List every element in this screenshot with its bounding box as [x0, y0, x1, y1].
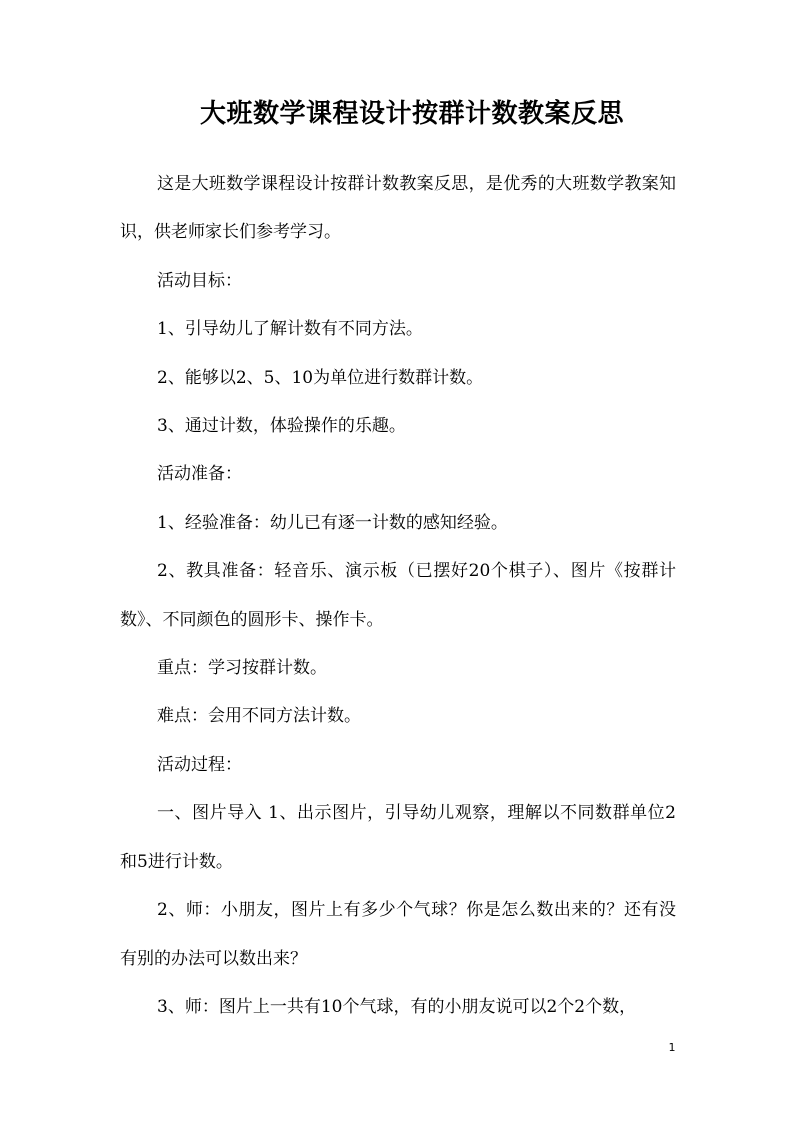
preparation-item-2: 2、教具准备：轻音乐、演示板（已摆好20个棋子）、图片《按群计数》、不同颜色的圆形卡、操作卡。: [120, 561, 676, 630]
difficult-point: 难点：会用不同方法计数。: [157, 706, 361, 727]
heading-activity-process: 活动过程：: [157, 754, 242, 775]
goal-item-1: 1、引导幼儿了解计数有不同方法。: [157, 319, 423, 340]
heading-activity-preparation: 活动准备：: [157, 464, 242, 485]
document-body: [120, 160, 676, 1031]
process-step-3: 3、师：图片上一共有10个气球，有的小朋友说可以2个2个数，: [157, 996, 637, 1017]
page-number: 1: [668, 1041, 676, 1054]
heading-activity-goals: 活动目标：: [157, 270, 242, 291]
key-point: 重点：学习按群计数。: [157, 658, 327, 679]
paragraph-intro: 这是大班数学课程设计按群计数教案反思，是优秀的大班数学教案知识，供老师家长们参考学习。: [120, 174, 676, 243]
goal-item-3: 3、通过计数，体验操作的乐趣。: [157, 416, 406, 437]
process-step-2: 2、师：小朋友，图片上有多少个气球？你是怎么数出来的？还有没有别的办法可以数出来？: [120, 900, 676, 969]
document-title: 大班数学课程设计按群计数教案反思: [199, 99, 624, 129]
goal-item-2: 2、能够以2、5、10为单位进行数群计数。: [157, 367, 484, 388]
process-step-1: 一、图片导入 1、出示图片，引导幼儿观察，理解以不同数群单位2和5进行计数。: [120, 803, 676, 872]
preparation-item-1: 1、经验准备：幼儿已有逐一计数的感知经验。: [157, 512, 508, 533]
